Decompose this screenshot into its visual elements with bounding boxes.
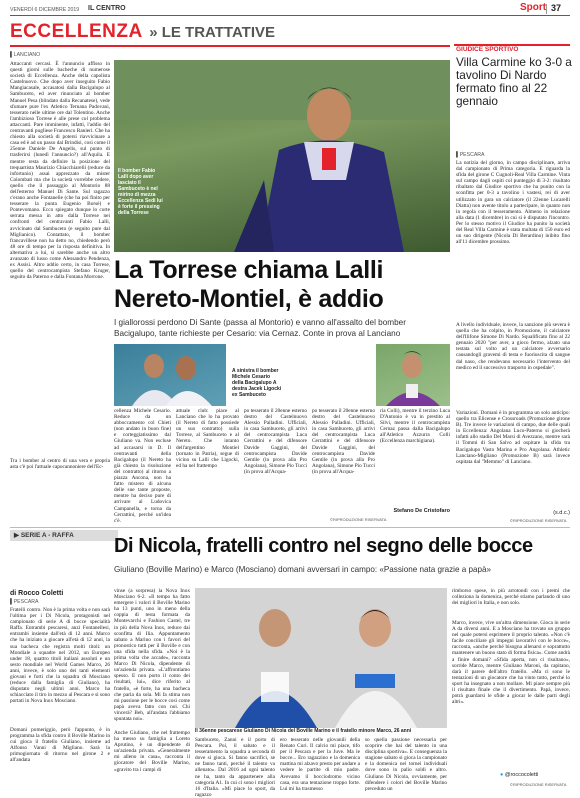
- kicker-rule: [10, 45, 450, 47]
- main-photo-caption: Il bomber Fabio Lalli dopo aver lasciato il Sambuceto è nel mirino di mezza Eccellenza Sedi lui è forte il pressing della Torrese: [118, 168, 163, 216]
- article2-social: ● @roccocoletti: [500, 772, 539, 778]
- brothers-image: [195, 588, 447, 728]
- sidebar-body3: Variazioni. Domani è in programma un solo anticipo: quello tra Elicense e Crossroads (Promozione girone B). Tre invece le variazioni di campo, due delle quali in Eccellenza: Angolana Luco-Paterno si giocherà infatti allo stadio Del Marsi di Avezzano, mentre sarà il Tommi di San Salvo ad ospitare la sfida tra Bacigalupo Vasto Marina e Pro Angolana. Athletic Lanciano-Migliano (Promozione B) sarà invece ospitata dal "Memmo" di Lanciano.: [456, 410, 570, 465]
- page-number: 37: [551, 3, 562, 13]
- article1-col2: cellenza Michele Cesario. Reduce da un abboccamento col Chieti (non andato in buon fine) e corteggiatissimo dal Giuliano va. Non escluse ad accasarsi in D. Il centravanti della Bacigalupo (il Nereto ha già chiesto la risoluzione del contratto) al ritorno a piazza Ancona, non ha fatto mistero di alcuna delle sue tante proposte, mentre ha deciso pure di arrivare al Ludovica Campanella, e torna da Cerrattini, perché un'idea c'è.: [114, 408, 171, 524]
- sidebar-headline: Villa Carmine ko 3-0 a tavolino Di Nardo fermato fino al 22 gennaio: [456, 55, 572, 108]
- player-figure-image: [114, 60, 450, 252]
- cesario-image: [114, 344, 226, 406]
- article2-col2b: Anche Giuliano, che nel frattempo ha messo su famiglia a Loreto Aprutino, è un dipendente di un'azienda privata. «Generalmente mi alleno in casa», racconta il giocatore del Boville Marino, «gravito tra i campi di: [114, 730, 190, 773]
- cesario-photo: [114, 344, 226, 406]
- sidebar-place: ▌PESCARA: [456, 152, 485, 158]
- sidebar-body2: A livello individuale, invece, la sanzione più severa è quella che ha colpito, in Promozione, il calciatore dell'Ilifone Simone Di Nardo. Squalificato fino al 22 gennaio 2020 "per aver, a gioco fermo, alzato una testata sul volto ad un calciatore avversario causandogli gravemi di testa e fuoriuscita di sangue dal naso, che rendevano necessario l'intervento del medico ed il successivo trasporto in ospedale".: [456, 322, 570, 371]
- article1-col1: Attaccanti cercasi. È l'annuncio affisso in questi giorni sulle bacheche di numerose società di Eccellenza. Anche della capolista Castelnuovo. Che dopo aver inseguito Fabio Mangiacasale, accasatosi dalla Bacigalupo al Sambuceto, ed aver rinunciato al bomber Manuel Pesa (blindato dalla Recanatese), vede sfumare pure l'ex Atletico Ternana Padovani, tesserato nelle ultime ore dal Tolentino. Anche l'ambizioso Torrese è alle prese col problema attaccanti. Pare imminente, infatti, l'addio del centravanti pugliese Francesco Ranieri. Che ha chiesto alla società di potersi riavvicinare a casa ed è ad un passo dal Brindisi, così come il 25enne Daniele De Angelis, sul punto di trasferirsi (lunedì l'annuncio?) all'Aquila. E mentre resta da definire la posizione del trequartista Maurizio Chiacchiarelli (reduce da infortunio) assai apprezzato da mister Colombati ma che la società vorrebbe cedere, quello che il passaggio al Montorio 88 dell'esterno Manuel Di Sante. Sul ragazzo c'erano anche Fontanelle (che ha poi finito per tesserare la punta Eugenio Borsè) e Pontevomano. Ecco spiegato dunque lo corte serrata messa in atto dalla Torrese nei confronti del centravanti Fabio Lalli, avvicinato dal Sambuceto (e seguito pure dal Miglianico). Contattato, il bomber francavillese non ha detto no, chiedendo però 48 ore di tempo per la risposta definitiva. In alternativa a lui, si sarebbe anche un altro avanzato di lusso come Alessandro Pendenza, ex Assisi. Altro addio certo, in casa Torrese, quello del centrocampista Stefano Kruger, seguito da Paterno e dalla Fontana Morrone.: [10, 61, 110, 281]
- photo-pair-caption: A sinistra il bomber Michele Cesario della Bacigalupo A destra Jacek Ligocki ex Sambuceto: [232, 368, 282, 398]
- ligocki-image: [376, 344, 450, 406]
- article1-col1b: Tra i bomber al centro di una vera e propria asta c'è poi l'attuale capocannoniere dell'Ec-: [10, 458, 110, 471]
- section-label: Sport: [520, 2, 547, 13]
- headline-line1: La Torrese chiama Lalli: [114, 256, 384, 284]
- headline-line2: Nereto-Montiel, è addio: [114, 285, 384, 313]
- article2-col6: rimborso spese, in più arrotondi con i premi che colleziona la domenica, perché stiamo parlando di uno dei migliori in Italia, e non solo.: [452, 588, 570, 607]
- header-rule: [10, 15, 570, 16]
- article1-place: ▌LANCIANO: [10, 52, 41, 58]
- article2-col6b: Marco, invece, vive un'altra dimensione. Gioca in serie A da diversi anni. E a Mosciano ha trovato un gruppo nel quale potersi esprimere il proprio talento. «Non c'è facile conciliare gli impegni lavorativi con le bocce», racconta, «anche perché bisogna allenarsi e soprattutto mantenere un buono stato di forma fisica». Come andrà a finire domani? «Sfida aperta, non ci risultano», sorride Marco, mentre Giuliano Maroni, da capitano, darà il parere dell'altro fratello. «Ma ci sono le tentazioni di un giocatore che ha vinto tutto, perché lo sport ha insegnato a non mollare. Mi piace sempre più il risultato finale che il divertimento. Papà, invece, potrà guardarsi le sfide a giocar le dalle parti degli altri».: [452, 620, 570, 706]
- article2-col3: Sambuceto, Zanni e il porto di Pescara. Poi, il sabato e il tesseramento la squadra a seconda di dove si gioca. Si fanno sacrifici, se ne fanno tanti, perché il talento va allenato». Dal 2016 ad ogni talento ne ha, tanto da appartenere alla categoria A1. In cui ci sono i migliori 16 d'Italia. «Mi piace lo sport, da ragazzo: [195, 737, 275, 798]
- article2-col1b: Domani pomeriggio, però l'appunto, è in programma la sfida contro il Boville Marino in cui gioca il fratello Giuliano, insieme ad Alfonso Vanni di Migliano. Sarà la primogiornata di ritorno nel girone 2 e all'andata: [10, 727, 110, 764]
- article1-col3: attuale club: piace al Lanciano che lo ha provato (il Nereto di fatto possiede un suo contratto) sulla Torrese, al Sambuceto e al Nereto. Che intanto dell'argentino Montiel (tornato in Patria), segue di vicino su Lalli che Ligocki, ed ha nel frattempo: [176, 408, 239, 469]
- article1-col5: ria Colli), mentre il terzino Luca D'Antonio è va in prestito al Silvi, mentre il centrocampista Cernaz passa dalla Bacigalupo all'Atletico Azzurra Colli (Eccellenza marchigiana).: [380, 408, 450, 445]
- article2-credit: ©RIPRODUZIONE RISERVATA: [510, 782, 567, 787]
- twitter-icon: ●: [500, 772, 504, 778]
- article1-deck: I giallorossi perdono Di Sante (passa al Montorio) e vanno all'assalto del bomber Bacigalupo, tante richieste per Cesario: via Cernaz. Conte in prova al Lanciano: [114, 318, 406, 338]
- kicker-sub: » LE TRATTATIVE: [149, 24, 276, 41]
- article1-col4: po tesserato il 20enne esterno destro del Castelnuovo Alessio Palladini. Ufficiali, in casa Sambuceto, gli arrivi del centrocampista Luca Cerrattini e del difensore Davide Gaggini, del centrocampista Davide Gentile (in prova alla Pro Angolana), Simone Pio Tucci (in prova all'Acqua-: [244, 408, 307, 475]
- sidebar-credit: ©RIPRODUZIONE RISERVATA: [510, 518, 567, 523]
- article2-col1: Fratelli contro. Non è la prima volta e non sarà l'ultima per i Di Nicola, protagonisti nel campionato di serie A di bocce specialità Raffa. Entrambi pescaresi, anzi Fontanellesi, entrambi insieme dall'età di 12 anni. Marco che ha iniziato a giocare all'età di 12 anni, la sua bacheca che registra molti titoli: un Mondiale a squadre nel 2012, un Europeo under 18, quattro titoli italiani assoluti e un sesto mondiale nel World Games Marco, 26 anni, invece, è solo uno dei tanti elementi giovani e forti che la squadra di Mosciano (reduce dalla famiglia di Giuliano), ha disputato negli ultimi anni. Marco ha schiacciato il tiro in mezzo al Pescara e si sono portati in Nova Inox Mosciano.: [10, 607, 110, 705]
- article2-col5: so quella passione necessaria per scoprire che hai del talento in una disciplina sportiva». E conseguenza la stagione sabato si gioca la campionato e la domenica nei tornei individuali dove sono in palio soldi e altro. Giuliano Di Nicola, ovviamente, per difendere i colori del Boville Marino preceduto un: [365, 737, 447, 792]
- newspaper-brand: IL CENTRO: [88, 5, 126, 12]
- header-divider: [546, 4, 547, 14]
- main-photo: [114, 60, 450, 252]
- article2-place: ▌PESCARA: [10, 599, 39, 605]
- article2-headline: Di Nicola, fratelli contro nel segno delle bocce: [114, 535, 533, 557]
- article1-byline: Stefano De Cristofaro: [393, 508, 450, 514]
- sidebar-signature: (s.d.c.): [553, 510, 570, 516]
- kicker-main: ECCELLENZA: [10, 21, 143, 42]
- article2-col2: vinse (a sorpresa) la Nova Inox Mosciano 6-2. «Il tempo ha fatto emergere i valori il Boville Marino ha 13 punti, uno in meno della coppia di testa formata da Montevarchi e Fashion Castel, tre in più della Nova Inox, reduce dai sconfitta di Ilia. Appuntamento sabato a Marino con i favori del pronostico tutti per il Boville e con una sfida nella sfida. «Noi è la prima volta che accade», racconta Marco Di Nicola, dipendente di un'azienda privata. «L'affrontiamo spesso. E non porto il conto dei risultati, lui», dice riferito al fratello, «è forte, ha una bacheca che parla da sola. Mi fa stima non mi passione per le bocce così come papà aveva fatto con noi. Chi vincerà? Beh, all'andata l'abbiamo spuntata noi».: [114, 588, 190, 722]
- brothers-photo: [195, 588, 447, 728]
- article2-col4: ero tesserato nelle giovanili della Renato Curi. Il calcio mi piace, tifo per il Pescara e per la Juve. Ma le bocce... Ero ragazzino e la domenica mattina mi alzavo presto per andare a vedere le partite di mio padre. Avevamo il bocciodromo vicino casa, era una tentazione troppo forte. Lui mi ha trasmesso: [280, 737, 360, 792]
- section-divider: [10, 527, 570, 528]
- kicker-bar: [10, 21, 450, 47]
- article1-credit: ©RIPRODUZIONE RISERVATA: [330, 517, 387, 522]
- article2-section-tag: ▶ SERIE A - RAFFA: [10, 530, 118, 541]
- article2-deck: Giuliano (Boville Marino) e Marco (Mosciano) domani avversari in campo: «Passione nata grazie a papà»: [114, 565, 491, 574]
- article1-col4b: po tesserato il 20enne esterno destro del Castelnuovo Alessio Palladini. Ufficiali, in casa Sambuceto, gli arrivi del centrocampista Luca Cerrattini e del difensore Davide Gaggini, del centrocampista Davide Gentile (in prova alla Pro Angolana), Simone Pio Tucci (in prova all'Acqua-: [312, 408, 375, 475]
- sidebar-kicker: GIUDICE SPORTIVO: [456, 46, 519, 53]
- issue-date: VENERDÌ 6 DICEMBRE 2019: [10, 7, 80, 13]
- brothers-photo-caption: Il 36enne pescarese Giuliano Di Nicola del Boville Marino e il fratello minore Marco, 26 anni: [195, 728, 412, 734]
- ligocki-photo: [376, 344, 450, 406]
- sidebar-body: La notizia del giorno, in campo disciplinare, arriva dal campionato di Prima categoria. E riguarda la sfida del girone C Cugnoli-Real Villa Carmine. Vinta sul campo dagli ospiti col punteggio di 3-2: risultato ribaltato dal Giudice sportivo che ha punito con la sconfitta per 0-3 a tavolino i vastesi, rei di aver utilizzato in gara un calciatore (il 22enne Lucarelli Diatta) non avente titolo a partecipare, in quanto non in regola con il tesseramento. Almeno in relazione alla data (1 dicembre) in cui si è disputato l'incontro. Per lo stesso motivo il Giudice ha punito la società del Real Villa Carmine è stata multata di 150 euro ed un suo dirigente (Nicola Di Berardino) inibito fino all'11 dicembre prossimo.: [456, 160, 570, 246]
- article2-byline: di Rocco Coletti: [10, 590, 64, 597]
